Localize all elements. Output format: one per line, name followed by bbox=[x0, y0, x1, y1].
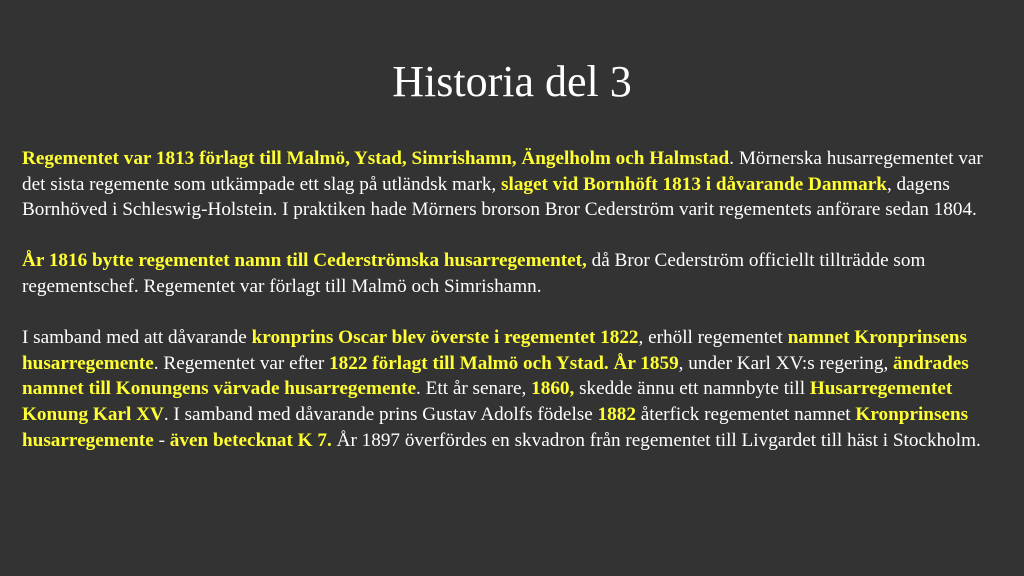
highlighted-text: ändrades namnet till Konungens värvade husarregemente bbox=[22, 352, 969, 400]
highlighted-text: 1882 bbox=[597, 403, 636, 425]
highlighted-text: 1860, bbox=[531, 378, 575, 400]
highlighted-text: kronprins Oscar blev överste i regementet 1822 bbox=[251, 327, 639, 349]
body-text: År 1897 överfördes en skvadron från regementet till Livgardet till häst i Stockholm. bbox=[331, 429, 981, 451]
body-text: , erhöll regementet bbox=[638, 327, 788, 349]
paragraph bbox=[22, 325, 1008, 453]
paragraph bbox=[22, 248, 1008, 299]
slide-title: Historia del 3 bbox=[392, 57, 632, 106]
body-text: skedde ännu ett namnbyte till bbox=[574, 378, 810, 400]
highlighted-text: Regementet var 1813 förlagt till Malmö, Ystad, Simrishamn, Ängelholm och Halmstad bbox=[22, 148, 730, 169]
body-text: , dagens Bornhöved i Schleswig-Holstein. I praktiken hade Mörners brorson Bror Cederström varit regementets anförare sedan 1804. bbox=[22, 173, 977, 221]
body-text: , under Karl XV:s regering, bbox=[678, 352, 894, 374]
highlighted-text: Kronprinsens husarregemente bbox=[22, 403, 969, 451]
highlighted-text: 1822 förlagt till Malmö och Ystad. År 1859 bbox=[329, 352, 679, 374]
body-text: . I samband med dåvarande prins Gustav Adolfs födelse bbox=[163, 403, 598, 425]
body-text: - bbox=[153, 429, 170, 451]
paragraph bbox=[22, 146, 1008, 223]
highlighted-text: slaget vid Bornhöft 1813 i dåvarande Danmark bbox=[501, 173, 887, 195]
body-text: . Regementet var efter bbox=[153, 352, 330, 374]
highlighted-text: År 1816 bytte regementet namn till Cederströmska husarregementet, bbox=[22, 250, 587, 272]
body-text: I samband med att dåvarande bbox=[22, 327, 252, 349]
highlighted-text: Husarregementet Konung Karl XV bbox=[22, 378, 953, 425]
slide-body bbox=[22, 146, 1008, 479]
highlighted-text: namnet Kronprinsens husarregemente bbox=[22, 327, 967, 374]
body-text: . Mörnerska husarregementet var det sista regemente som utkämpade ett slag på utländsk mark, bbox=[22, 148, 983, 195]
body-text: återfick regementet namnet bbox=[635, 403, 856, 425]
body-text: . Ett år senare, bbox=[416, 378, 532, 400]
body-text: då Bror Cederström officiellt tillträdde som regementschef. Regementet var förlagt till Malmö och Simrishamn. bbox=[22, 250, 926, 297]
highlighted-text: även betecknat K 7. bbox=[169, 429, 332, 451]
